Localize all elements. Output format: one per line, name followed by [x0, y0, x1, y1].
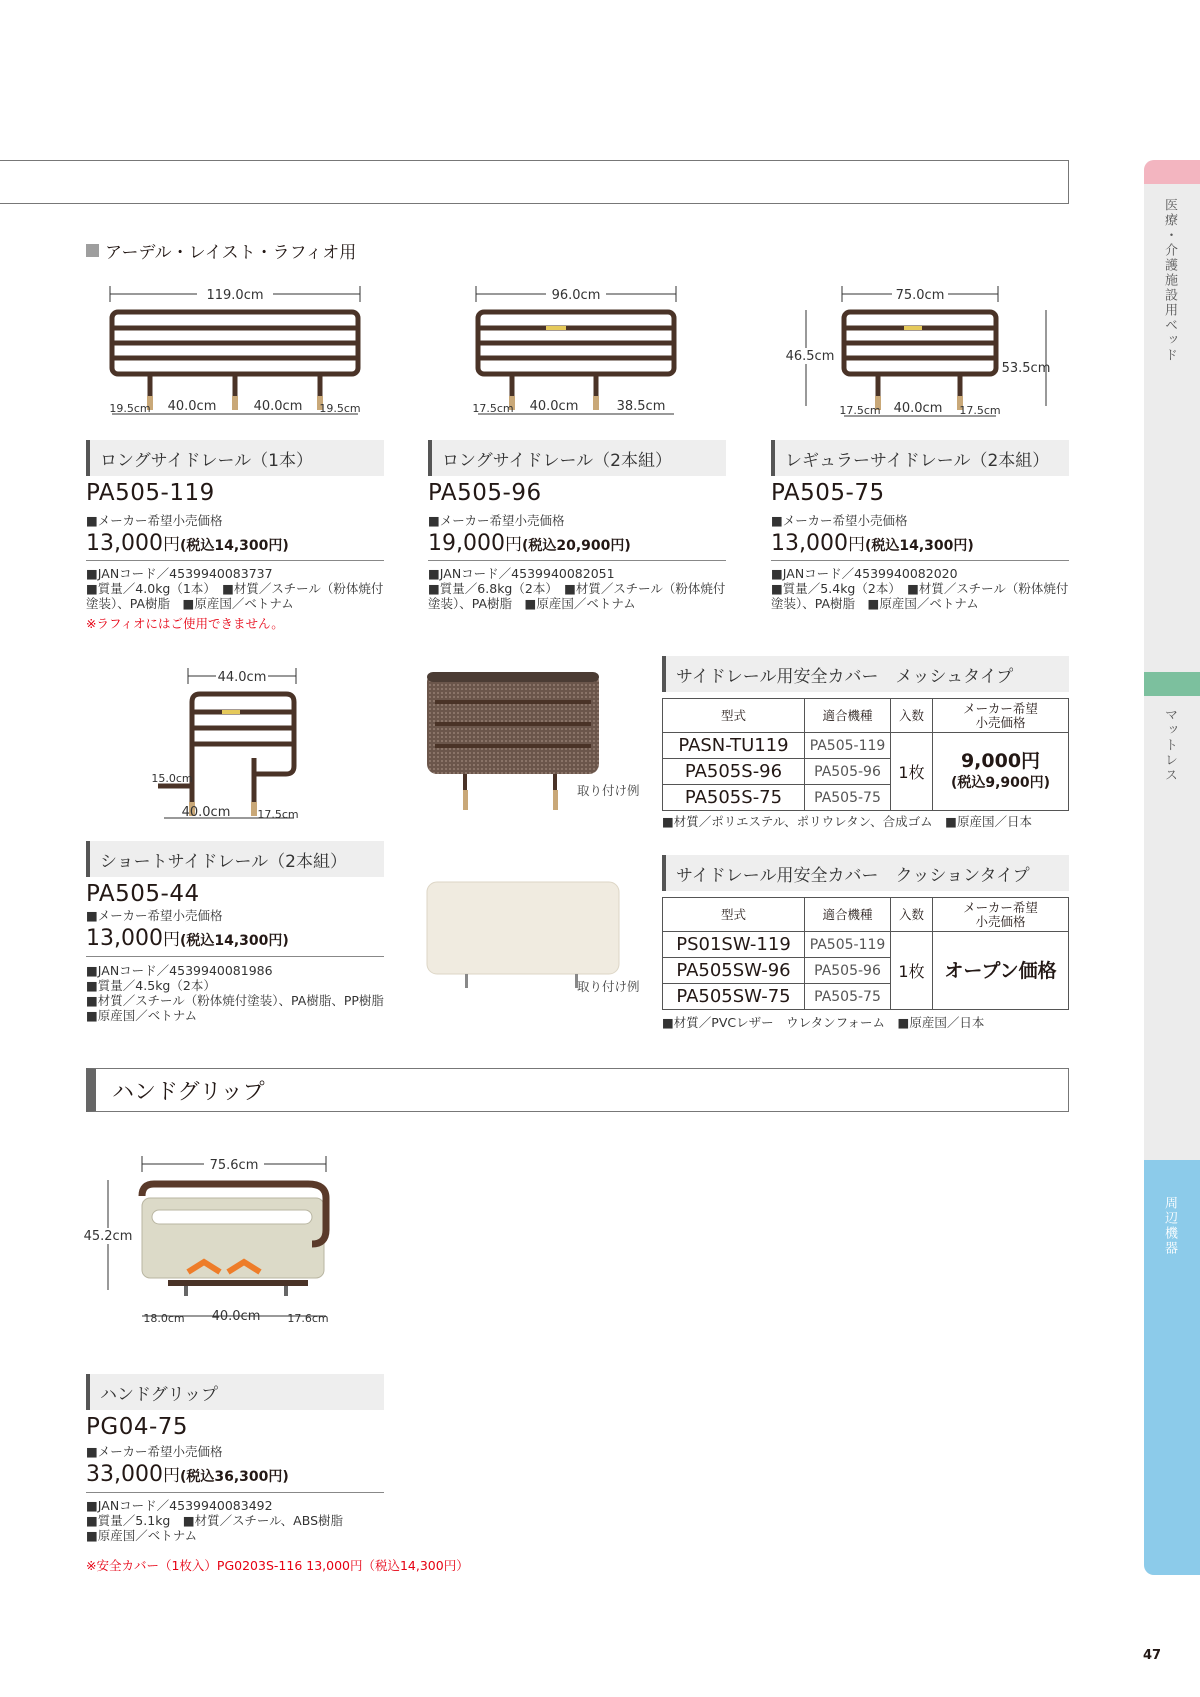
svg-text:45.2cm: 45.2cm — [83, 1229, 133, 1244]
svg-text:17.5cm: 17.5cm — [839, 404, 881, 417]
price-label: ■メーカー希望小売価格 — [86, 513, 223, 528]
divider — [86, 956, 384, 957]
spec-list: ■JANコード／4539940081986 ■質量／4.5kg（2本） ■材質／スチール（粉体焼付塗装）、PA樹脂、PP樹脂 ■原産国／ベトナム — [86, 963, 384, 1023]
mesh-cover-title: サイドレール用安全カバー メッシュタイプ — [662, 656, 1069, 692]
price: 19,000円(税込20,900円) — [428, 531, 631, 556]
model-number: PA505-75 — [771, 480, 885, 506]
divider — [428, 560, 726, 561]
spec-list: ■JANコード／4539940083492 ■質量／5.1kg ■材質／スチール、ABS樹脂 ■原産国／ベトナム — [86, 1498, 344, 1543]
svg-text:46.5cm: 46.5cm — [785, 349, 835, 364]
spec-list: ■JANコード／4539940082051 ■質量／6.8kg（2本） ■材質／スチール（粉体焼付 塗装）、PA樹脂 ■原産国／ベトナム — [428, 566, 726, 611]
rail-drawing-regular — [784, 278, 1064, 428]
table-row: PA505S-75 PA505-75 — [663, 785, 1069, 811]
product-title-short: ショートサイドレール（2本組） — [86, 841, 384, 877]
price: 33,000円(税込36,300円) — [86, 1462, 289, 1487]
caution-note: ※ラフィオにはご使用できません。 — [86, 616, 284, 631]
side-tab-mattress[interactable]: マットレス — [1162, 708, 1177, 783]
price: 13,000円(税込14,300円) — [86, 531, 289, 556]
rail-drawing-short — [150, 662, 310, 830]
cushion-material: ■材質／PVCレザー ウレタンフォーム ■原産国／日本 — [662, 1015, 985, 1030]
model-number: PA505-44 — [86, 881, 200, 907]
svg-text:53.5cm: 53.5cm — [1001, 361, 1051, 376]
model-number: PA505-96 — [428, 480, 542, 506]
svg-text:96.0cm: 96.0cm — [551, 288, 601, 303]
svg-text:40.0cm: 40.0cm — [253, 399, 303, 414]
model-number: PA505-119 — [86, 480, 215, 506]
spec-list: ■JANコード／4539940083737 ■質量／4.0kg（1本） ■材質／スチール（粉体焼付 塗装）、PA樹脂 ■原産国／ベトナム — [86, 566, 384, 611]
price: 13,000円(税込14,300円) — [86, 926, 289, 951]
table-header-row: 型式 適合機種 入数 メーカー希望 小売価格 — [663, 898, 1069, 932]
table-header-row: 型式 適合機種 入数 メーカー希望 小売価格 — [663, 699, 1069, 733]
mesh-material: ■材質／ポリエステル、ポリウレタン、合成ゴム ■原産国／日本 — [662, 814, 1032, 829]
svg-text:38.5cm: 38.5cm — [616, 399, 666, 414]
safety-cover-note: ※安全カバー（1枚入）PG0203S-116 13,000円（税込14,300円） — [86, 1558, 469, 1573]
table-row: PA505S-96 PA505-96 — [663, 759, 1069, 785]
cushion-cover-photo — [425, 880, 635, 990]
product-title-long-1: ロングサイドレール（1本） — [86, 440, 384, 476]
price-label: ■メーカー希望小売価格 — [86, 1444, 223, 1459]
side-tab-medical[interactable]: 医療・介護施設用ベッド — [1162, 198, 1177, 363]
spec-list: ■JANコード／4539940082020 ■質量／5.4kg（2本） ■材質／スチール（粉体焼付 塗装）、PA樹脂 ■原産国／ベトナム — [771, 566, 1069, 611]
price: 13,000円(税込14,300円) — [771, 531, 974, 556]
svg-text:40.0cm: 40.0cm — [181, 805, 231, 820]
divider — [771, 560, 1069, 561]
svg-text:19.5cm: 19.5cm — [319, 402, 361, 415]
rail-drawing-long-1 — [100, 278, 370, 428]
divider — [86, 1492, 384, 1493]
svg-text:17.5cm: 17.5cm — [959, 404, 1001, 417]
mesh-cover-photo — [425, 668, 635, 828]
top-header-box — [0, 160, 1069, 204]
svg-text:40.0cm: 40.0cm — [211, 1309, 261, 1324]
section-label: アーデル・レイスト・ラフィオ用 — [86, 238, 356, 263]
cushion-photo-caption: 取り付け例 — [577, 979, 640, 994]
mesh-cover-table — [662, 698, 1069, 811]
price-label: ■メーカー希望小売価格 — [428, 513, 565, 528]
svg-text:17.5cm: 17.5cm — [472, 402, 514, 415]
table-row: PS01SW-119 PA505-119 1枚 オープン価格 — [663, 932, 1069, 958]
svg-text:44.0cm: 44.0cm — [217, 670, 267, 685]
table-row: PA505SW-96 PA505-96 — [663, 958, 1069, 984]
dim-width: 119.0cm — [206, 288, 264, 303]
rail-drawing-long-2 — [466, 278, 686, 428]
cushion-cover-table — [662, 897, 1069, 1010]
svg-text:15.0cm: 15.0cm — [151, 772, 193, 785]
svg-text:40.0cm: 40.0cm — [529, 399, 579, 414]
cushion-cover-title: サイドレール用安全カバー クッションタイプ — [662, 855, 1069, 891]
svg-text:17.6cm: 17.6cm — [287, 1312, 329, 1325]
gray-square-icon — [86, 244, 99, 257]
page-number: 47 — [1143, 1648, 1162, 1663]
table-row: PASN-TU119 PA505-119 1枚 9,000円 (税込9,900円) — [663, 733, 1069, 759]
hand-grip-section-header: ハンドグリップ — [86, 1068, 1069, 1112]
divider — [86, 560, 384, 561]
svg-text:19.5cm: 19.5cm — [109, 402, 151, 415]
svg-text:40.0cm: 40.0cm — [893, 401, 943, 416]
svg-text:40.0cm: 40.0cm — [167, 399, 217, 414]
svg-text:18.0cm: 18.0cm — [143, 1312, 185, 1325]
svg-text:75.6cm: 75.6cm — [209, 1158, 259, 1173]
side-tab-green-marker — [1144, 672, 1200, 696]
hand-grip-drawing — [80, 1148, 340, 1338]
price-label: ■メーカー希望小売価格 — [86, 908, 223, 923]
svg-text:75.0cm: 75.0cm — [895, 288, 945, 303]
price-label: ■メーカー希望小売価格 — [771, 513, 908, 528]
side-tab-peripheral[interactable]: 周辺機器 — [1162, 1196, 1177, 1256]
product-title-hand-grip: ハンドグリップ — [86, 1374, 384, 1410]
product-title-regular: レギュラーサイドレール（2本組） — [771, 440, 1069, 476]
table-row: PA505SW-75 PA505-75 — [663, 984, 1069, 1010]
model-number: PG04-75 — [86, 1414, 189, 1440]
mesh-photo-caption: 取り付け例 — [577, 783, 640, 798]
svg-text:17.5cm: 17.5cm — [257, 808, 299, 821]
product-title-long-2: ロングサイドレール（2本組） — [428, 440, 726, 476]
side-tab-pink-marker — [1144, 160, 1200, 184]
